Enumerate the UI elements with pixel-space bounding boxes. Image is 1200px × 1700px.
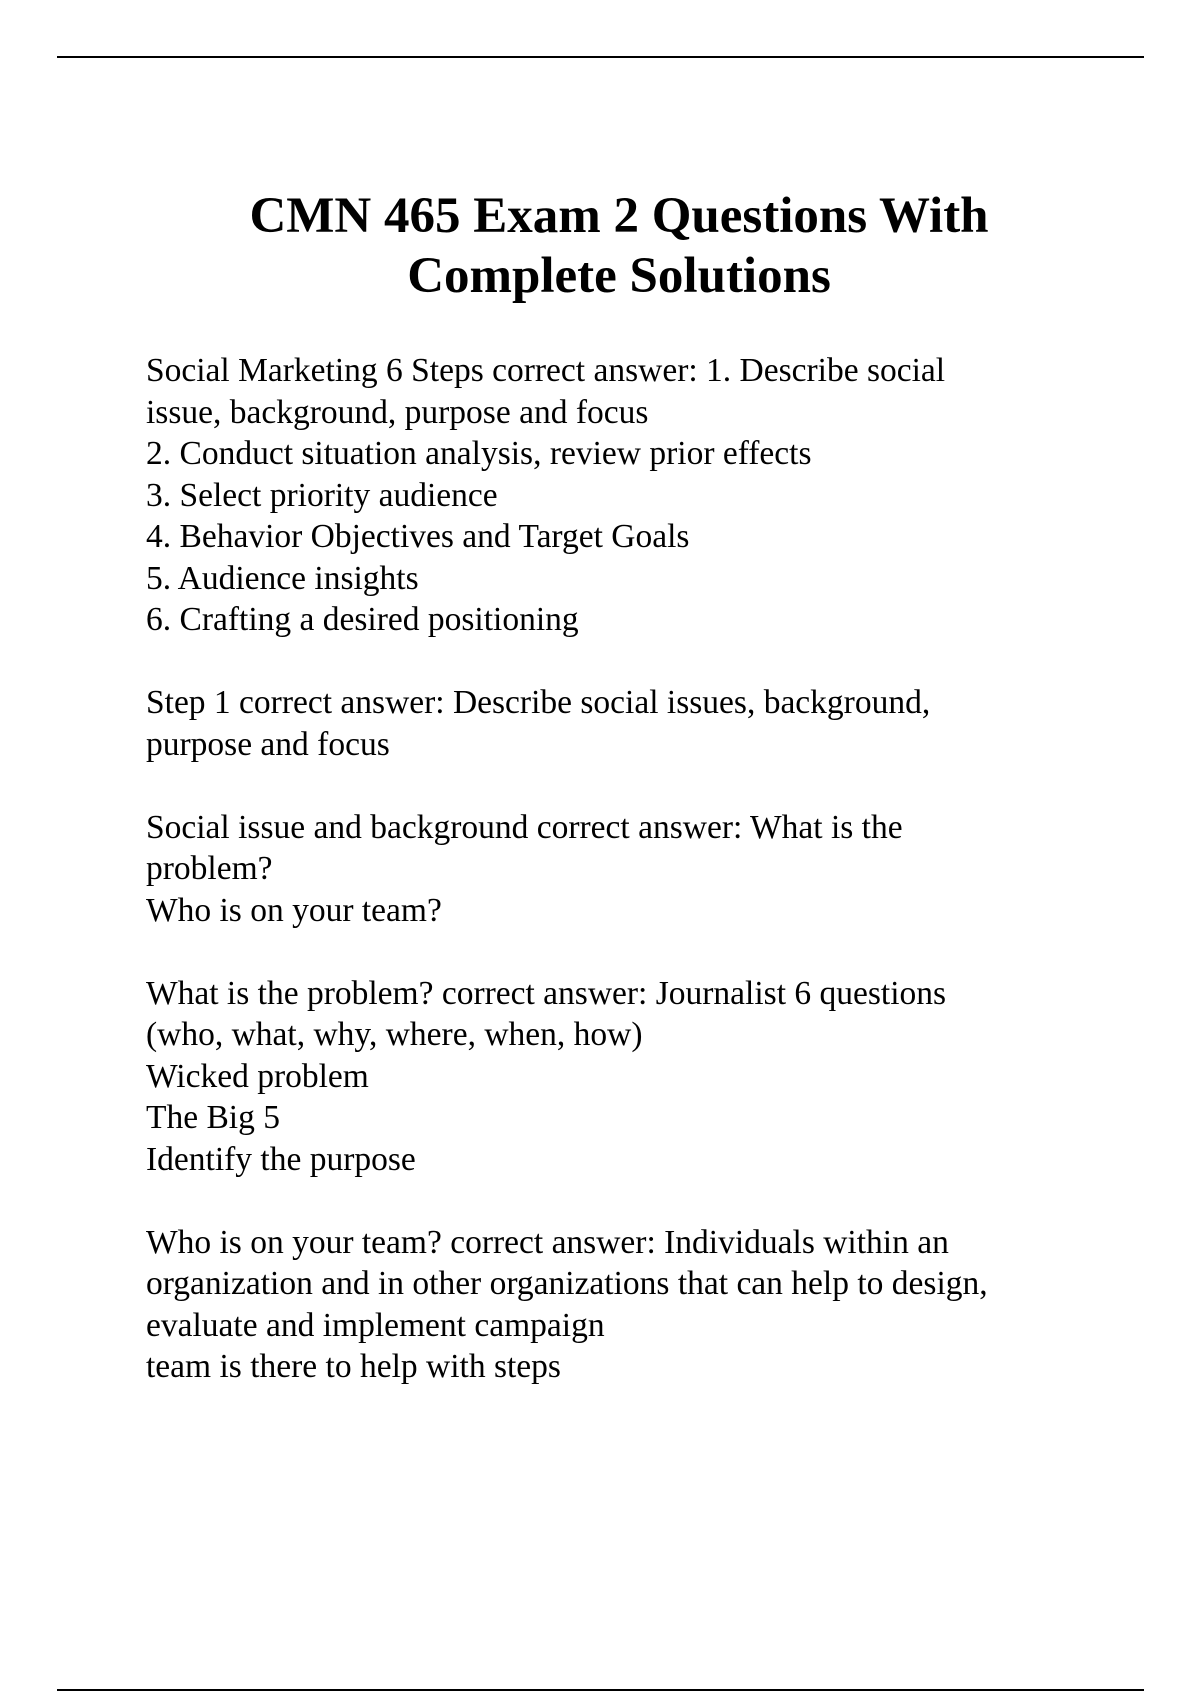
title-line-2: Complete Solutions <box>407 248 831 304</box>
text-line: Step 1 correct answer: Describe social issues, background, <box>146 684 931 721</box>
text-line: 4. Behavior Objectives and Target Goals <box>146 518 690 555</box>
text-line: Social Marketing 6 Steps correct answer: 1. Describe social <box>146 352 946 389</box>
title-line-1: CMN 465 Exam 2 Questions With <box>249 188 989 244</box>
qa-block-what-is-problem <box>146 973 1146 1181</box>
qa-block-step-1 <box>146 682 1146 765</box>
text-line: organization and in other organizations that can help to design, <box>146 1265 988 1302</box>
document-body <box>146 350 1146 1429</box>
bottom-divider <box>57 1689 1144 1691</box>
text-line: Who is on your team? <box>146 891 442 929</box>
text-line: 6. Crafting a desired positioning <box>146 601 579 638</box>
qa-block-social-issue <box>146 807 1146 932</box>
top-divider <box>57 56 1144 58</box>
qa-block-who-is-team <box>146 1222 1146 1388</box>
text-line: Social issue and background correct answer: What is the <box>146 808 903 846</box>
text-line: Who is on your team? correct answer: Individuals within an <box>146 1223 949 1261</box>
text-line: What is the problem? correct answer: Journalist 6 questions <box>146 974 947 1012</box>
text-line: team is there to help with steps <box>146 1348 561 1385</box>
text-line: (who, what, why, where, when, how) <box>146 1016 643 1053</box>
document-title <box>0 186 1200 306</box>
text-line: 3. Select priority audience <box>146 476 498 514</box>
text-line: 5. Audience insights <box>146 559 419 597</box>
text-line: problem? <box>146 850 273 887</box>
text-line: Identify the purpose <box>146 1140 416 1178</box>
text-line: purpose and focus <box>146 725 390 763</box>
qa-block-social-marketing-steps <box>146 350 1146 641</box>
text-line: evaluate and implement campaign <box>146 1306 605 1344</box>
text-line: The Big 5 <box>146 1099 280 1136</box>
text-line: Wicked problem <box>146 1057 369 1095</box>
text-line: issue, background, purpose and focus <box>146 393 649 431</box>
text-line: 2. Conduct situation analysis, review prior effects <box>146 435 812 472</box>
